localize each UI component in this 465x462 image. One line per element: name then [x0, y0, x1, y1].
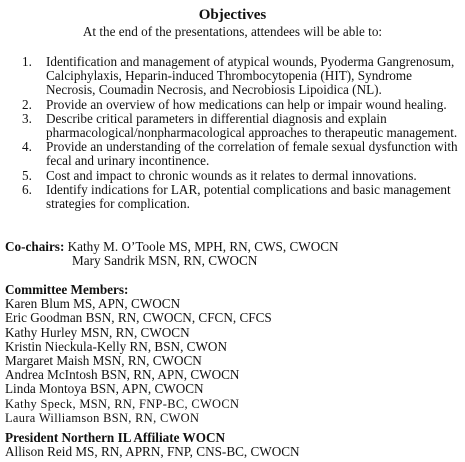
committee-member: Karen Blum MS, APN, CWOCN — [5, 296, 181, 312]
objective-number: 6. — [22, 181, 32, 197]
objective-item — [22, 140, 462, 168]
cochairs-label: Co-chairs: — [5, 239, 65, 254]
committee-member: Eric Goodman BSN, RN, CWOCN, CFCN, CFCS — [5, 310, 272, 326]
committee-member: Kristin Nieckula-Kelly RN, BSN, CWON — [5, 338, 227, 354]
objective-text: Identification and management of atypical wounds, Pyoderma Gangrenosum, Calciphylaxis, Heparin-induced Thrombocytopenia (HIT), Syndrome Necrosis, Coumadin Necrosis, and Necrobiosis Lipoidica (NL). — [46, 54, 455, 98]
committee-member: Margaret Maish MSN, RN, CWOCN — [5, 353, 202, 369]
president-section — [5, 431, 300, 459]
objective-number: 2. — [22, 96, 32, 112]
objective-text: Describe critical parameters in differential diagnosis and explain pharmacological/nonpharmacological approaches to therapeutic management. — [46, 110, 458, 141]
objective-item — [22, 183, 462, 211]
committee-member: Kathy Hurley MSN, RN, CWOCN — [5, 324, 190, 340]
president-name: Allison Reid MS, RN, APRN, FNP, CNS-BC, CWOCN — [5, 444, 300, 460]
committee-member: Andrea McIntosh BSN, RN, APN, CWOCN — [5, 367, 240, 383]
objective-text: Provide an overview of how medications can help or impair wound healing. — [46, 96, 447, 112]
committee-member: Linda Montoya BSN, APN, CWOCN — [5, 381, 204, 397]
cochair-name: Kathy M. O’Toole MS, MPH, RN, CWS, CWOCN — [67, 239, 339, 254]
objective-number: 4. — [22, 139, 32, 155]
objective-text: Provide an understanding of the correlation of female sexual dysfunction with fecal and urinary incontinence. — [46, 139, 458, 169]
page-title: Objectives — [198, 7, 267, 23]
objective-number: 3. — [22, 110, 32, 126]
objectives-list — [22, 55, 462, 211]
objective-number: 1. — [22, 54, 32, 69]
cochair-line — [5, 240, 339, 254]
committee-member: Laura Williamson BSN, RN, CWON — [5, 410, 200, 425]
objective-item — [22, 112, 462, 140]
objective-number: 5. — [22, 167, 32, 183]
committee-heading: Committee Members: — [5, 282, 129, 297]
committee-section — [5, 283, 272, 425]
committee-member: Kathy Speck, MSN, RN, FNP-BC, CWOCN — [5, 396, 240, 411]
objective-item — [22, 98, 462, 112]
objective-text: Identify indications for LAR, potential complications and basic management strategies for complication. — [46, 181, 451, 212]
objective-item — [22, 55, 462, 98]
intro-text: At the end of the presentations, attendees will be able to: — [82, 24, 383, 39]
cochairs-section — [5, 240, 339, 268]
objective-item — [22, 169, 462, 183]
president-heading: President Northern IL Affiliate WOCN — [5, 430, 226, 445]
objective-text: Cost and impact to chronic wounds as it relates to dermal innovations. — [46, 167, 417, 183]
cochair-name: Mary Sandrik MSN, RN, CWOCN — [72, 253, 258, 269]
